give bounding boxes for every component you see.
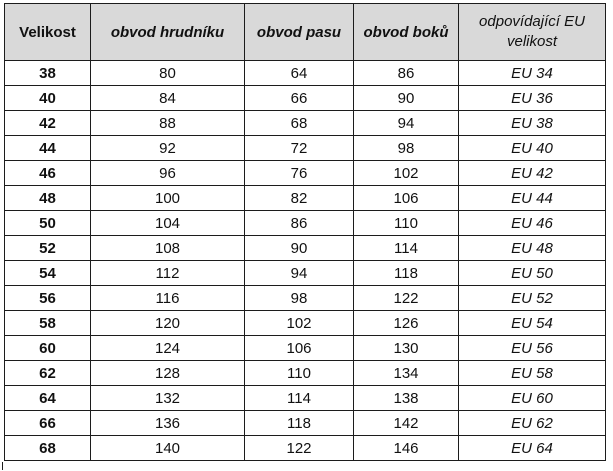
eu-size-cell: EU 44 — [459, 186, 606, 211]
size-cell: 62 — [5, 361, 91, 386]
eu-size-cell: EU 48 — [459, 236, 606, 261]
table-body — [5, 61, 606, 461]
waist-cell: 90 — [245, 236, 354, 261]
table-row — [5, 286, 606, 311]
chest-cell: 120 — [91, 311, 245, 336]
size-cell: 60 — [5, 336, 91, 361]
eu-size-cell: EU 40 — [459, 136, 606, 161]
hips-cell: 94 — [354, 111, 459, 136]
hips-cell: 114 — [354, 236, 459, 261]
table-row — [5, 161, 606, 186]
size-chart-container — [4, 3, 606, 461]
size-cell: 66 — [5, 411, 91, 436]
size-cell: 38 — [5, 61, 91, 86]
table-row — [5, 361, 606, 386]
eu-size-cell: EU 34 — [459, 61, 606, 86]
chest-cell: 84 — [91, 86, 245, 111]
table-row — [5, 61, 606, 86]
eu-size-cell: EU 56 — [459, 336, 606, 361]
chest-cell: 112 — [91, 261, 245, 286]
size-cell: 48 — [5, 186, 91, 211]
chest-cell: 96 — [91, 161, 245, 186]
size-cell: 58 — [5, 311, 91, 336]
waist-cell: 64 — [245, 61, 354, 86]
table-row — [5, 186, 606, 211]
eu-size-cell: EU 36 — [459, 86, 606, 111]
waist-cell: 76 — [245, 161, 354, 186]
hips-cell: 130 — [354, 336, 459, 361]
table-row — [5, 386, 606, 411]
table-row — [5, 311, 606, 336]
hips-cell: 86 — [354, 61, 459, 86]
eu-size-cell: EU 58 — [459, 361, 606, 386]
hips-cell: 122 — [354, 286, 459, 311]
chest-cell: 116 — [91, 286, 245, 311]
eu-size-cell: EU 64 — [459, 436, 606, 461]
waist-cell: 72 — [245, 136, 354, 161]
hips-cell: 90 — [354, 86, 459, 111]
table-row — [5, 211, 606, 236]
table-row — [5, 236, 606, 261]
hips-cell: 126 — [354, 311, 459, 336]
waist-cell: 106 — [245, 336, 354, 361]
size-cell: 64 — [5, 386, 91, 411]
waist-cell: 122 — [245, 436, 354, 461]
size-cell: 42 — [5, 111, 91, 136]
waist-cell: 86 — [245, 211, 354, 236]
chest-cell: 132 — [91, 386, 245, 411]
hips-cell: 134 — [354, 361, 459, 386]
eu-size-cell: EU 62 — [459, 411, 606, 436]
size-chart-table — [4, 3, 606, 461]
hips-cell: 118 — [354, 261, 459, 286]
header-chest: obvod hrudníku — [91, 4, 245, 61]
size-cell: 56 — [5, 286, 91, 311]
chest-cell: 140 — [91, 436, 245, 461]
size-cell: 68 — [5, 436, 91, 461]
table-row — [5, 411, 606, 436]
hips-cell: 138 — [354, 386, 459, 411]
chest-cell: 80 — [91, 61, 245, 86]
eu-size-cell: EU 54 — [459, 311, 606, 336]
eu-size-cell: EU 60 — [459, 386, 606, 411]
eu-size-cell: EU 50 — [459, 261, 606, 286]
eu-size-cell: EU 38 — [459, 111, 606, 136]
eu-size-cell: EU 52 — [459, 286, 606, 311]
hips-cell: 146 — [354, 436, 459, 461]
chest-cell: 88 — [91, 111, 245, 136]
waist-cell: 94 — [245, 261, 354, 286]
table-row — [5, 336, 606, 361]
hips-cell: 110 — [354, 211, 459, 236]
cell-corner-mark — [2, 462, 3, 470]
hips-cell: 98 — [354, 136, 459, 161]
table-row — [5, 86, 606, 111]
chest-cell: 104 — [91, 211, 245, 236]
header-eu-size: odpovídající EU velikost — [459, 4, 606, 61]
size-cell: 44 — [5, 136, 91, 161]
table-row — [5, 261, 606, 286]
table-row — [5, 436, 606, 461]
size-cell: 40 — [5, 86, 91, 111]
hips-cell: 102 — [354, 161, 459, 186]
chest-cell: 136 — [91, 411, 245, 436]
waist-cell: 118 — [245, 411, 354, 436]
eu-size-cell: EU 46 — [459, 211, 606, 236]
hips-cell: 142 — [354, 411, 459, 436]
header-row — [5, 4, 606, 61]
waist-cell: 66 — [245, 86, 354, 111]
size-cell: 46 — [5, 161, 91, 186]
chest-cell: 128 — [91, 361, 245, 386]
header-hips: obvod boků — [354, 4, 459, 61]
chest-cell: 124 — [91, 336, 245, 361]
waist-cell: 82 — [245, 186, 354, 211]
chest-cell: 92 — [91, 136, 245, 161]
size-cell: 52 — [5, 236, 91, 261]
header-size: Velikost — [5, 4, 91, 61]
size-cell: 54 — [5, 261, 91, 286]
hips-cell: 106 — [354, 186, 459, 211]
eu-size-cell: EU 42 — [459, 161, 606, 186]
size-cell: 50 — [5, 211, 91, 236]
waist-cell: 68 — [245, 111, 354, 136]
waist-cell: 102 — [245, 311, 354, 336]
waist-cell: 110 — [245, 361, 354, 386]
waist-cell: 114 — [245, 386, 354, 411]
table-row — [5, 111, 606, 136]
table-row — [5, 136, 606, 161]
chest-cell: 108 — [91, 236, 245, 261]
waist-cell: 98 — [245, 286, 354, 311]
chest-cell: 100 — [91, 186, 245, 211]
header-waist: obvod pasu — [245, 4, 354, 61]
